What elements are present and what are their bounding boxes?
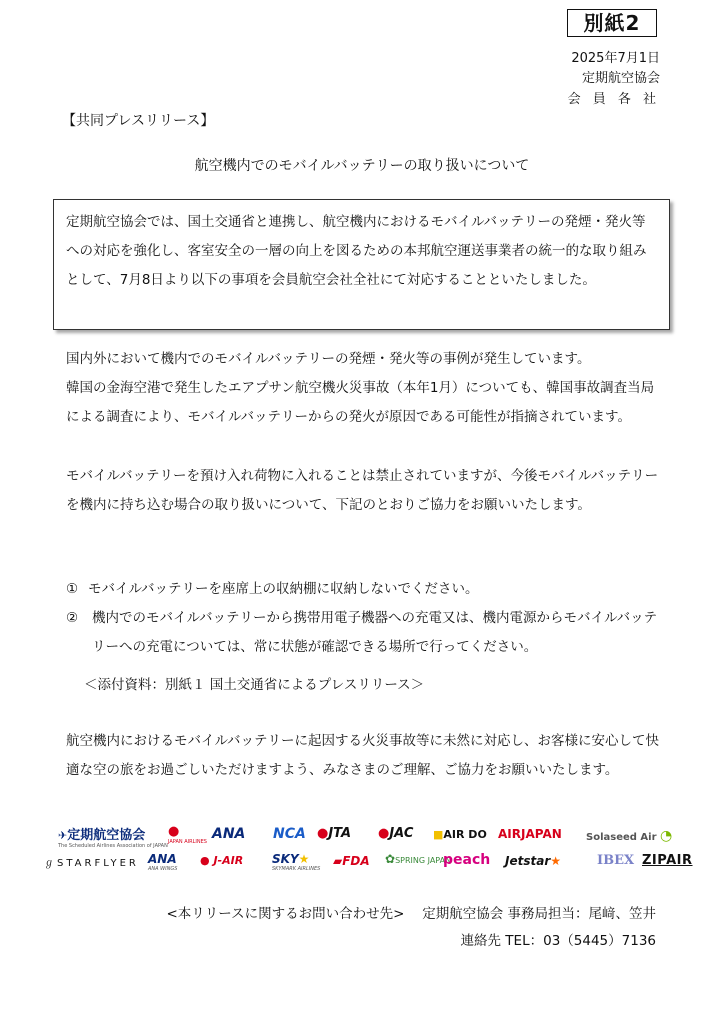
airline-logos-row-1	[40, 824, 690, 850]
closing-paragraph: 航空機内におけるモバイルバッテリーに起因する火災事故等に未然に対応し、お客様に安心して快適な空の旅をお過ごしいただけますよう、みなさまのご理解、ご協力をお願いいたします。	[66, 733, 660, 779]
list-item-number: ②	[66, 610, 79, 626]
list-item	[66, 575, 666, 604]
member-companies: 会 員 各 社	[567, 92, 660, 107]
contact-phone: 連絡先 TEL：03（5445）7136	[460, 933, 656, 949]
sun-icon: ◔	[660, 828, 673, 844]
contact-line: <本リリースに関するお問い合わせ先> 定期航空協会 事務局担当：尾﨑、笠井	[166, 906, 656, 922]
crane-icon: ●	[168, 824, 180, 839]
sajja-logo: ✈定期航空協会 The Scheduled Airlines Association of JAPAN	[58, 828, 168, 849]
press-heading: 【共同プレスリリース】	[62, 113, 215, 129]
plane-icon: ✈	[58, 829, 68, 842]
jair-logo: ● J-AIR	[200, 854, 244, 867]
ana-logo: ANA	[212, 826, 246, 842]
peach-logo: peach	[443, 852, 491, 868]
jetstar-logo: Jetstar★	[505, 854, 561, 868]
document-label: 別紙2	[567, 9, 657, 37]
solaseed-logo: Solaseed Air ◔	[586, 828, 673, 844]
ibex-logo: IBEX	[597, 853, 635, 868]
summary-box	[53, 199, 670, 330]
body-paragraph-1: 国内外において機内でのモバイルバッテリーの発煙・発火等の事例が発生しています。	[66, 351, 591, 367]
jac-logo: ●JAC	[378, 826, 414, 841]
zipair-logo: ZIPAIR	[642, 853, 693, 868]
list-item-text: 機内でのモバイルバッテリーから携帯用電子機器への充電又は、機内電源からモバイルバッテリーへの充電については、常に状態が確認できる場所で行ってください。	[92, 610, 658, 655]
list-item-number: ①	[66, 581, 79, 597]
starflyer-icon: ℊ	[44, 858, 57, 869]
jal-logo: ● JAPAN AIRLINES	[168, 824, 207, 845]
jta-logo: ●JTA	[317, 826, 352, 841]
summary-text: 定期航空協会では、国土交通省と連携し、航空機内におけるモバイルバッテリーの発煙・発火等への対応を強化し、客室安全の一層の向上を図るための本邦航空運送事業者の統一的な取り組みとして、7月8日より以下の事項を会員航空会社全社にて対応することといたしました。	[66, 214, 647, 288]
airdo-logo: ■AIR DO	[433, 828, 487, 841]
clover-icon: ✿	[385, 852, 396, 866]
list-item	[66, 604, 666, 662]
ana-wings-logo: ANA ANA WINGS	[148, 852, 178, 872]
list-item-text: モバイルバッテリーを座席上の収納棚に収納しないでください。	[88, 581, 479, 597]
nca-logo: NCA	[273, 826, 306, 842]
body-paragraph-3: モバイルバッテリーを預け入れ荷物に入れることは禁止されていますが、今後モバイルバッテリーを機内に持ち込む場合の取り扱いについて、下記のとおりご協力をお願いいたします。	[66, 468, 659, 514]
starflyer-logo: ℊSTARFLYER	[44, 858, 139, 869]
airline-logos-row-2	[40, 852, 693, 876]
attachment-note: ＜添付資料：別紙１ 国土交通省によるプレスリリース＞	[84, 677, 425, 693]
body-paragraph-2: 韓国の金海空港で発生したエアプサン航空機火災事故（本年1月）についても、韓国事故調査当局による調査により、モバイルバッテリーからの発火が原因である可能性が指摘されています。	[66, 380, 655, 426]
organization: 定期航空協会	[581, 71, 660, 86]
airjapan-logo: AIRJAPAN	[498, 827, 562, 841]
document-title: 航空機内でのモバイルバッテリーの取り扱いについて	[194, 158, 530, 174]
skymark-logo: SKY★ SKYMARK AIRLINES	[272, 852, 321, 872]
fda-logo: ▰FDA	[333, 854, 370, 868]
date: 2025年7月1日	[571, 51, 660, 66]
spring-japan-logo: ✿SPRING JAPAN	[385, 852, 452, 866]
